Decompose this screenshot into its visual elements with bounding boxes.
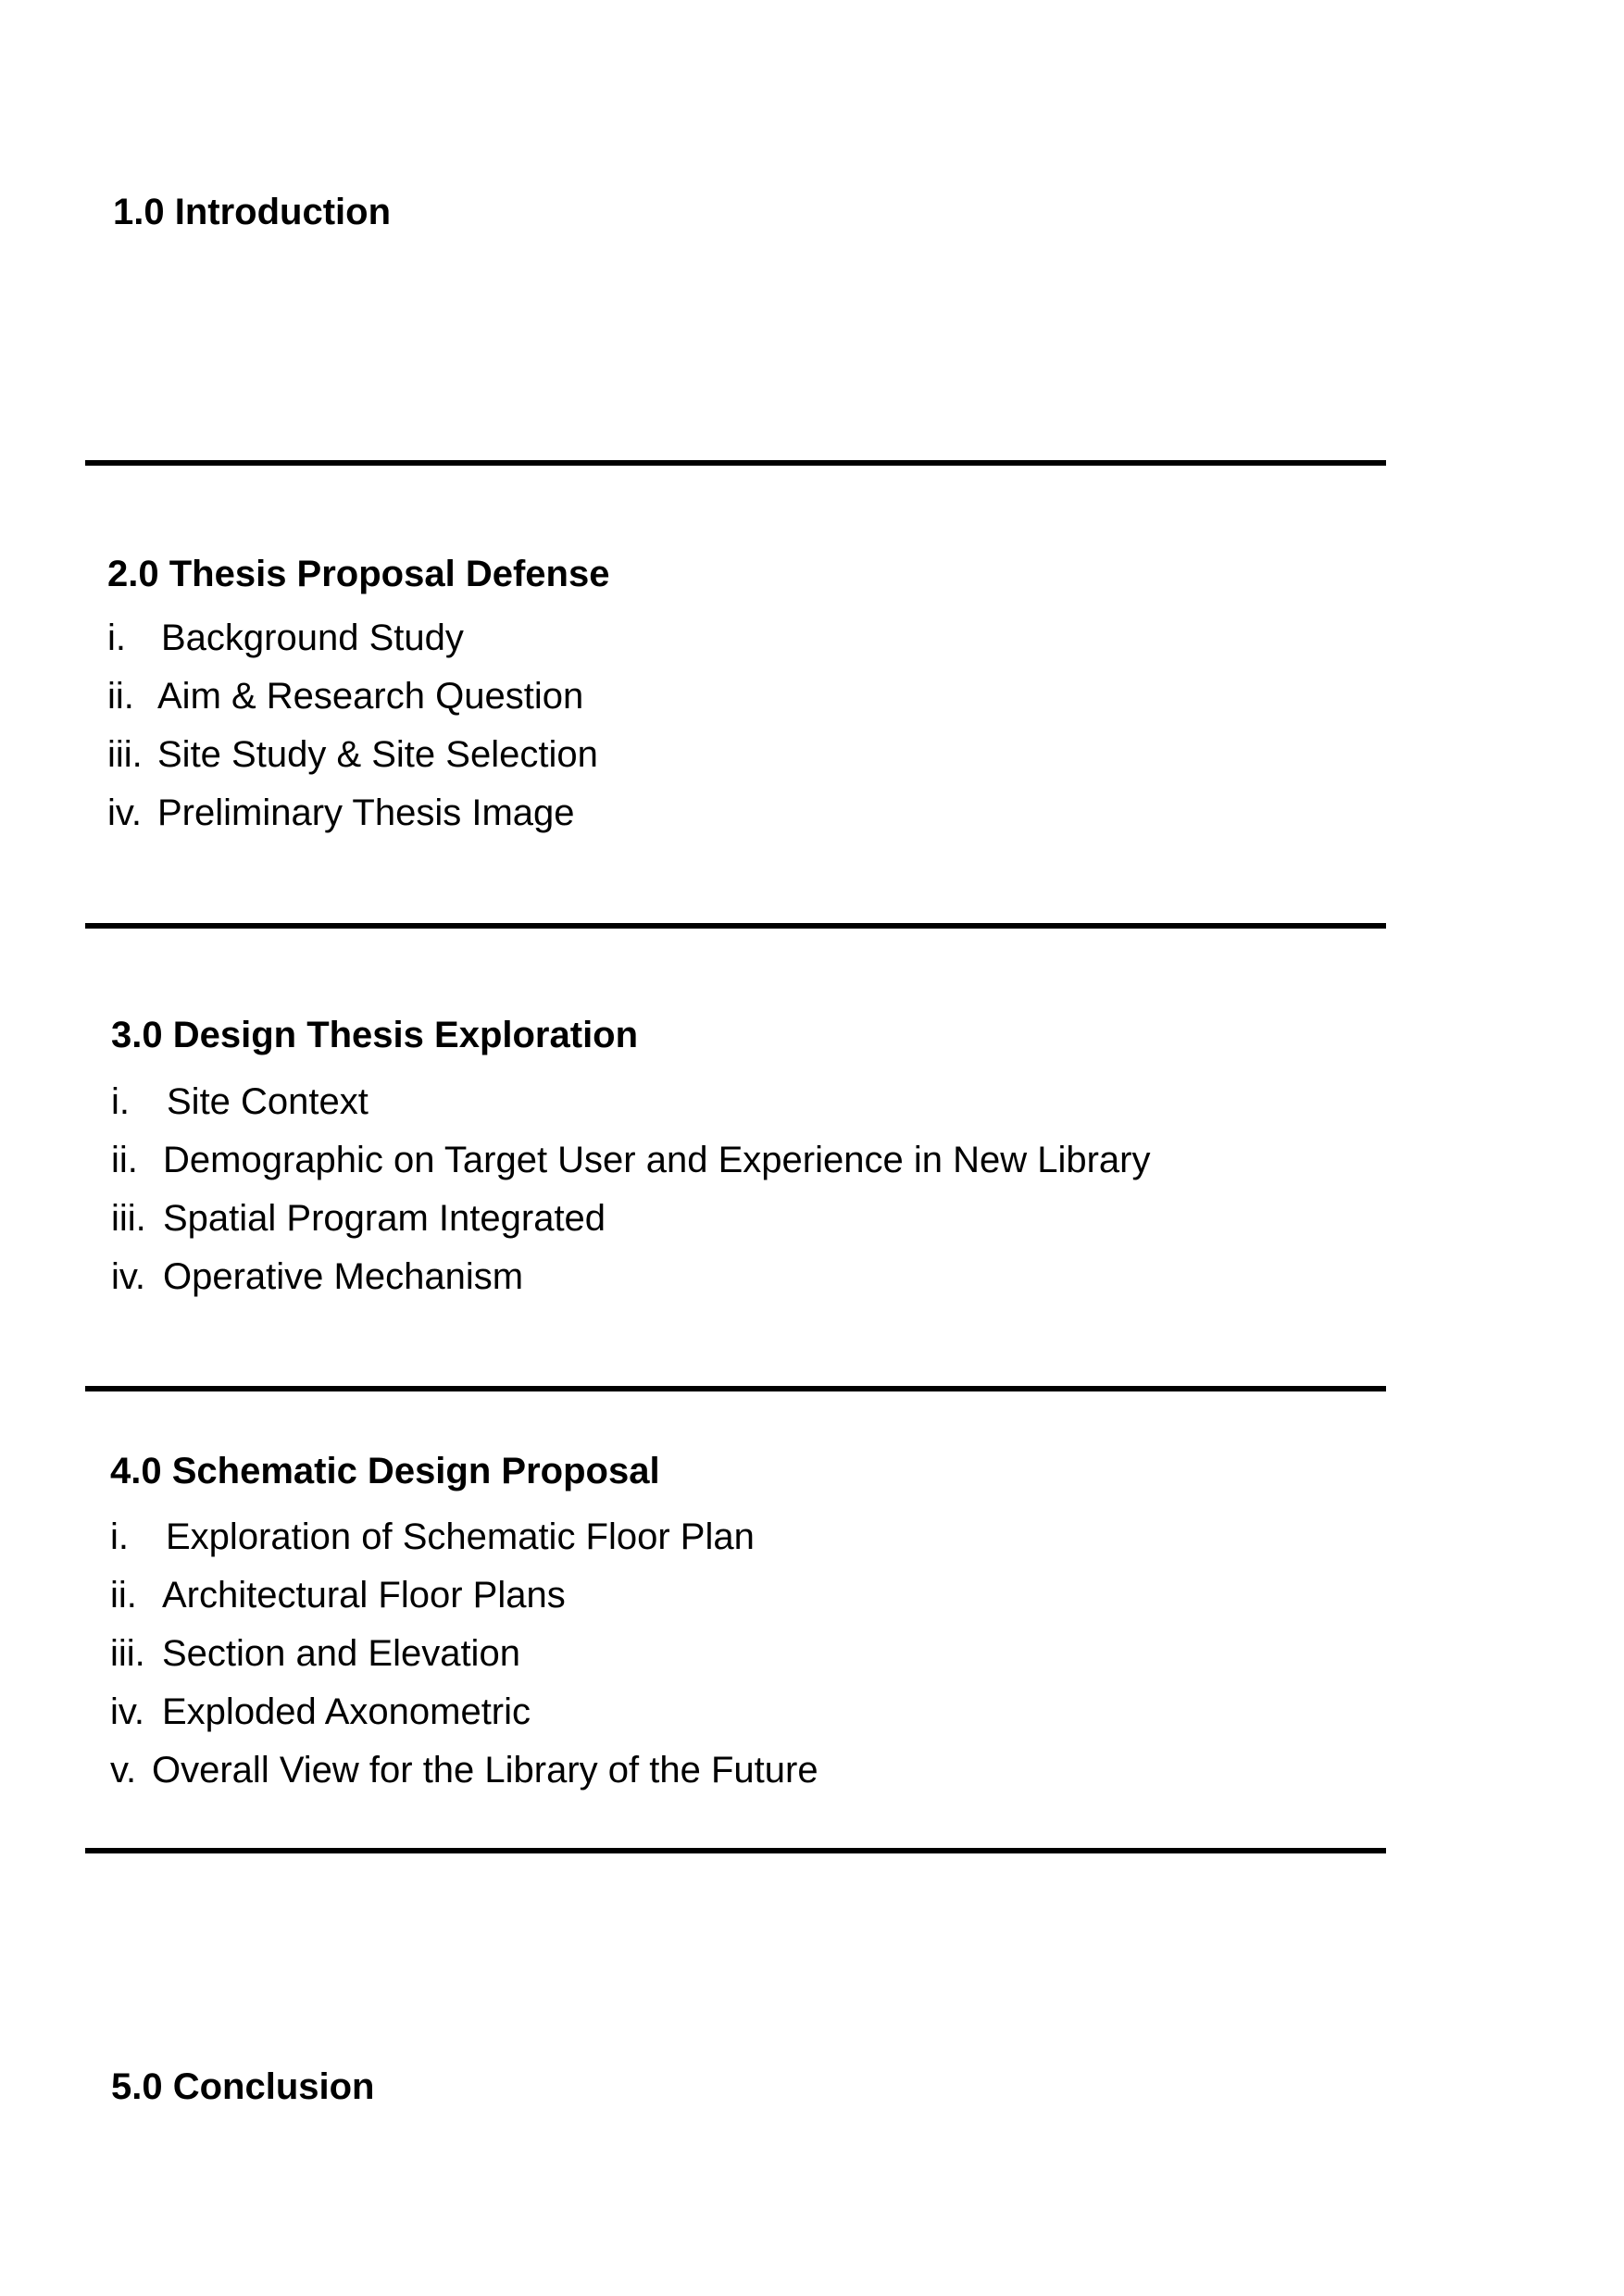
list-item-number: iii. bbox=[111, 1198, 146, 1239]
section-heading-thesis-proposal-defense: 2.0 Thesis Proposal Defense bbox=[107, 554, 610, 594]
list-item bbox=[107, 791, 575, 835]
list-item bbox=[111, 1138, 1150, 1182]
list-item-text: Architectural Floor Plans bbox=[162, 1575, 566, 1616]
section-divider bbox=[85, 1386, 1386, 1391]
list-item bbox=[110, 1690, 531, 1734]
list-item bbox=[111, 1196, 606, 1241]
list-item-number: v. bbox=[110, 1750, 137, 1791]
section-divider bbox=[85, 1848, 1386, 1853]
list-item bbox=[107, 616, 464, 660]
list-item bbox=[107, 674, 583, 718]
list-item-text: Overall View for the Library of the Future bbox=[152, 1750, 818, 1791]
list-item-number: iv. bbox=[110, 1691, 145, 1732]
section-heading-design-thesis-exploration: 3.0 Design Thesis Exploration bbox=[111, 1015, 639, 1055]
list-item-number: iv. bbox=[107, 792, 143, 833]
list-item-text: Operative Mechanism bbox=[163, 1256, 524, 1297]
list-item bbox=[111, 1254, 523, 1299]
list-item bbox=[110, 1573, 566, 1617]
section-heading-conclusion: 5.0 Conclusion bbox=[111, 2066, 375, 2107]
list-item-text: Demographic on Target User and Experience in New Library bbox=[163, 1140, 1151, 1180]
list-item-number: i. bbox=[111, 1081, 130, 1122]
list-item-text: Exploded Axonometric bbox=[162, 1691, 531, 1732]
list-item-number: ii. bbox=[110, 1575, 137, 1616]
list-item-text: Aim & Research Question bbox=[157, 676, 584, 717]
section-heading-introduction: 1.0 Introduction bbox=[113, 192, 391, 232]
list-item-text: Spatial Program Integrated bbox=[163, 1198, 606, 1239]
section-heading-schematic-design-proposal: 4.0 Schematic Design Proposal bbox=[110, 1451, 660, 1491]
list-item-text: Section and Elevation bbox=[162, 1633, 520, 1674]
list-item bbox=[107, 732, 598, 777]
section-divider bbox=[85, 460, 1386, 466]
list-item bbox=[110, 1515, 755, 1559]
list-item-number: ii. bbox=[111, 1140, 138, 1180]
list-item-number: iii. bbox=[107, 734, 143, 775]
list-item bbox=[110, 1748, 818, 1792]
list-item-number: i. bbox=[107, 618, 126, 658]
list-item bbox=[110, 1631, 520, 1676]
section-divider bbox=[85, 923, 1386, 929]
list-item-number: i. bbox=[110, 1516, 129, 1557]
list-item-text: Site Context bbox=[167, 1081, 369, 1122]
list-item-text: Exploration of Schematic Floor Plan bbox=[166, 1516, 755, 1557]
list-item bbox=[111, 1079, 369, 1124]
list-item-number: ii. bbox=[107, 676, 134, 717]
list-item-text: Background Study bbox=[161, 618, 464, 658]
list-item-text: Site Study & Site Selection bbox=[157, 734, 598, 775]
list-item-number: iii. bbox=[110, 1633, 145, 1674]
list-item-text: Preliminary Thesis Image bbox=[157, 792, 575, 833]
list-item-number: iv. bbox=[111, 1256, 146, 1297]
